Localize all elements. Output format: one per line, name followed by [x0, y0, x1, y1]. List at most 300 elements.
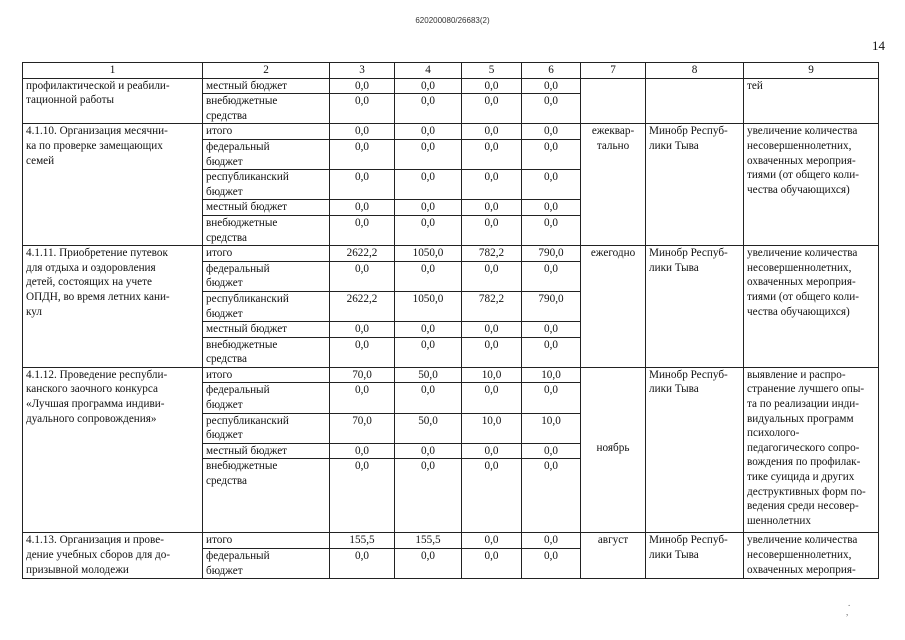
expected-result-line: охваченных мероприя-	[747, 563, 856, 576]
amount-value	[525, 352, 577, 367]
amount-cell	[330, 533, 395, 549]
amount-cell	[462, 124, 522, 140]
amount-value	[333, 564, 391, 579]
amount-value: 2622,2	[346, 292, 378, 305]
deadline-line	[584, 261, 642, 276]
funding-source-line: федеральный	[206, 140, 270, 153]
amount-cell	[330, 215, 395, 245]
activity-name-cell	[23, 533, 203, 579]
amount-value: 0,0	[421, 95, 435, 108]
amount-value: 0,0	[355, 384, 369, 397]
amount-cell	[462, 94, 522, 124]
funding-source-cell	[203, 139, 330, 169]
amount-value	[465, 185, 518, 200]
expected-result-line: деструктивных форм по-	[747, 485, 866, 498]
amount-value: 0,0	[544, 216, 558, 229]
expected-result-cell	[744, 533, 879, 579]
funding-source-line: итого	[206, 368, 233, 381]
amount-cell	[522, 261, 581, 291]
activity-name-line	[26, 227, 199, 242]
funding-source-line: средства	[206, 231, 248, 244]
activity-name-line: 4.1.13. Организация и прове-	[26, 534, 164, 547]
expected-result-line: видуальных программ	[747, 412, 854, 425]
activity-name-line: семей	[26, 154, 55, 167]
deadline-line	[584, 348, 642, 363]
activity-name-line: детей, состоящих на учете	[26, 276, 152, 289]
amount-value	[465, 503, 518, 518]
amount-value	[465, 518, 518, 533]
activity-name-cell	[23, 124, 203, 246]
amount-cell	[462, 443, 522, 459]
funding-source-cell	[203, 94, 330, 124]
amount-cell	[462, 215, 522, 245]
expected-result-cell	[744, 367, 879, 533]
amount-cell	[522, 139, 581, 169]
amount-value: 0,0	[484, 95, 499, 108]
amount-cell	[330, 459, 395, 533]
funding-source-cell	[203, 383, 330, 413]
amount-value: 0,0	[355, 201, 369, 214]
amount-cell	[395, 78, 462, 94]
expected-result-line: тей	[747, 79, 763, 92]
table-row	[23, 124, 879, 140]
amount-cell	[522, 170, 581, 200]
amount-value	[525, 564, 577, 579]
funding-source-line: республиканский	[206, 292, 289, 305]
responsible-line: Минобр Респуб-	[649, 534, 728, 547]
amount-value: 0,0	[544, 338, 558, 351]
expected-result-line: несовершеннолетних,	[747, 549, 852, 561]
activity-name-cell	[23, 78, 203, 124]
deadline-cell	[581, 78, 646, 124]
table-row	[23, 246, 879, 262]
amount-value: 0,0	[421, 140, 435, 153]
deadline-line: ежегодно	[590, 247, 636, 260]
activity-name-line	[26, 108, 199, 123]
funding-source-cell	[203, 459, 330, 533]
amount-cell	[395, 170, 462, 200]
amount-cell	[395, 291, 462, 321]
amount-value: 0,0	[544, 534, 558, 547]
funding-source-line	[206, 503, 326, 518]
amount-value	[465, 474, 518, 489]
responsible-line	[649, 275, 740, 290]
amount-cell	[330, 443, 395, 459]
funding-source-cell	[203, 200, 330, 216]
expected-result-line	[747, 212, 875, 227]
activity-name-line: «Лучшая программа индиви-	[26, 398, 165, 411]
amount-value	[398, 489, 458, 504]
deadline-line	[584, 79, 642, 94]
deadline-line	[584, 334, 642, 349]
funding-source-line: республиканский	[206, 414, 289, 427]
funding-source-cell	[203, 170, 330, 200]
deadline-line	[584, 485, 642, 500]
expected-result-line: увеличение количества	[747, 125, 858, 138]
amount-value: 0,0	[544, 140, 558, 153]
activity-name-line: кул	[26, 305, 42, 318]
funding-source-line: республиканский	[206, 171, 289, 184]
amount-value	[465, 428, 518, 443]
responsible-cell	[646, 124, 744, 246]
amount-value	[465, 352, 518, 367]
deadline-line	[584, 514, 642, 529]
amount-value: 70,0	[352, 368, 372, 381]
deadline-line	[584, 227, 642, 242]
amount-value	[333, 398, 391, 413]
amount-cell	[395, 246, 462, 262]
expected-result-line: тике суицида и других	[747, 471, 855, 484]
funding-source-cell	[203, 337, 330, 367]
amount-value: 0,0	[544, 125, 558, 138]
amount-cell	[395, 124, 462, 140]
funding-source-cell	[203, 413, 330, 443]
responsible-line: лики Тыва	[649, 383, 699, 396]
responsible-line	[649, 334, 740, 349]
amount-cell	[395, 261, 462, 291]
amount-value	[398, 155, 458, 170]
amount-value: 0,0	[484, 216, 499, 229]
activity-name-cell	[23, 246, 203, 368]
amount-value: 0,0	[421, 216, 435, 229]
amount-cell	[522, 413, 581, 443]
amount-value: 10,0	[541, 368, 561, 381]
amount-cell	[395, 443, 462, 459]
amount-value	[398, 231, 458, 246]
responsible-line: лики Тыва	[649, 139, 699, 152]
amount-value: 10,0	[481, 368, 502, 381]
amount-value	[465, 564, 518, 579]
expected-result-line: тиями (от общего коли-	[747, 290, 859, 303]
amount-value: 0,0	[355, 140, 369, 153]
amount-value: 782,2	[478, 292, 505, 305]
amount-cell	[462, 413, 522, 443]
amount-value	[333, 307, 391, 322]
amount-value: 2622,2	[346, 247, 378, 260]
amount-value	[333, 428, 391, 443]
amount-cell	[395, 459, 462, 533]
amount-value: 0,0	[484, 384, 499, 397]
deadline-line	[584, 93, 642, 108]
deadline-cell	[581, 367, 646, 533]
funding-source-line: итого	[206, 534, 233, 547]
responsible-line	[649, 154, 740, 169]
activity-name-line	[26, 499, 199, 514]
funding-source-cell	[203, 549, 330, 579]
amount-value	[398, 307, 458, 322]
funding-source-line: бюджет	[206, 185, 243, 198]
column-header: 6	[522, 63, 581, 79]
expected-result-cell	[744, 124, 879, 246]
amount-value	[465, 489, 518, 504]
amount-cell	[462, 261, 522, 291]
deadline-line	[584, 197, 642, 212]
amount-cell	[522, 291, 581, 321]
activity-name-line	[26, 334, 199, 349]
expected-result-line	[747, 197, 875, 212]
amount-value	[465, 398, 518, 413]
amount-value	[525, 307, 577, 322]
amount-cell	[395, 383, 462, 413]
amount-cell	[330, 78, 395, 94]
program-activities-table	[22, 62, 879, 579]
responsible-cell	[646, 367, 744, 533]
amount-value: 50,0	[418, 368, 438, 381]
amount-cell	[330, 367, 395, 383]
funding-source-line: итого	[206, 125, 233, 138]
responsible-line: Минобр Респуб-	[649, 125, 728, 138]
expected-result-line: чества обучающихся)	[747, 305, 850, 318]
responsible-line	[649, 108, 740, 123]
activity-name-line: 4.1.12. Проведение республи-	[26, 368, 168, 381]
expected-result-line: та по реализации инди-	[747, 398, 860, 411]
amount-value: 0,0	[355, 171, 369, 184]
funding-source-cell	[203, 291, 330, 321]
amount-cell	[330, 94, 395, 124]
amount-cell	[462, 383, 522, 413]
amount-cell	[330, 549, 395, 579]
amount-value: 0,0	[544, 262, 558, 275]
activity-name-line	[26, 514, 199, 529]
responsible-line	[649, 470, 740, 485]
responsible-line	[649, 93, 740, 108]
funding-source-cell	[203, 322, 330, 338]
amount-value: 0,0	[544, 171, 558, 184]
activity-name-line: для отдыха и оздоровления	[26, 261, 156, 274]
activity-name-line	[26, 470, 199, 485]
funding-source-cell	[203, 367, 330, 383]
amount-value	[333, 231, 391, 246]
amount-value: 0,0	[421, 201, 435, 214]
amount-cell	[395, 337, 462, 367]
amount-value: 0,0	[421, 384, 435, 397]
funding-source-line: бюджет	[206, 307, 243, 320]
amount-value	[333, 489, 391, 504]
expected-result-line: выявление и распро-	[747, 368, 846, 381]
responsible-line: лики Тыва	[649, 261, 699, 274]
amount-cell	[522, 124, 581, 140]
funding-source-line: внебюджетные	[206, 95, 278, 108]
responsible-line	[649, 290, 740, 305]
amount-cell	[395, 533, 462, 549]
funding-source-line: внебюджетные	[206, 216, 278, 229]
activity-name-line	[26, 455, 199, 470]
activity-name-line	[26, 168, 199, 183]
amount-value: 0,0	[484, 79, 499, 92]
activity-name-line	[26, 183, 199, 198]
responsible-line	[649, 319, 740, 334]
deadline-line	[584, 382, 642, 397]
amount-cell	[522, 383, 581, 413]
amount-cell	[462, 337, 522, 367]
expected-result-line: странение лучшего опы-	[747, 383, 865, 396]
responsible-line	[649, 441, 740, 456]
amount-cell	[395, 139, 462, 169]
column-header: 5	[462, 63, 522, 79]
responsible-cell	[646, 78, 744, 124]
amount-value	[398, 474, 458, 489]
amount-value: 0,0	[544, 201, 558, 214]
amount-cell	[462, 322, 522, 338]
expected-result-line: ведения среди несовер-	[747, 500, 859, 513]
expected-result-line: несовершеннолетних,	[747, 261, 852, 274]
funding-source-line: местный бюджет	[206, 323, 288, 336]
deadline-line: август	[597, 534, 629, 547]
amount-cell	[522, 337, 581, 367]
amount-value	[525, 155, 577, 170]
amount-cell	[395, 200, 462, 216]
expected-result-line	[747, 108, 875, 123]
deadline-cell	[581, 533, 646, 579]
deadline-line	[584, 499, 642, 514]
amount-value: 0,0	[421, 125, 435, 138]
funding-source-line: местный бюджет	[206, 79, 288, 92]
activity-name-line: профилактической и реабили-	[26, 79, 170, 92]
amount-value	[525, 503, 577, 518]
amount-value	[465, 155, 518, 170]
amount-cell	[462, 139, 522, 169]
amount-value	[525, 489, 577, 504]
amount-value: 0,0	[355, 338, 369, 351]
column-header: 2	[203, 63, 330, 79]
expected-result-line: шеннолетних	[747, 514, 812, 527]
amount-value: 0,0	[355, 550, 369, 562]
amount-value: 0,0	[484, 125, 499, 138]
funding-source-line: бюджет	[206, 399, 243, 412]
amount-value	[525, 474, 577, 489]
amount-value: 0,0	[484, 171, 499, 184]
amount-value	[333, 276, 391, 291]
expected-result-cell	[744, 246, 879, 368]
expected-result-line: охваченных мероприя-	[747, 154, 856, 167]
funding-source-cell	[203, 443, 330, 459]
deadline-line	[584, 319, 642, 334]
amount-cell	[330, 291, 395, 321]
amount-value: 0,0	[484, 460, 499, 473]
amount-value: 10,0	[481, 414, 502, 427]
funding-source-line: средства	[206, 109, 248, 122]
amount-value: 0,0	[484, 201, 499, 214]
funding-source-line: внебюджетные	[206, 338, 278, 351]
expected-result-line: вождения по профилак-	[747, 456, 861, 469]
column-header: 8	[646, 63, 744, 79]
amount-cell	[522, 549, 581, 579]
expected-result-line: несовершеннолетних,	[747, 139, 852, 152]
deadline-line	[584, 412, 642, 427]
scan-mark: .	[848, 598, 851, 608]
responsible-cell	[646, 533, 744, 579]
amount-value	[398, 564, 458, 579]
column-number-row	[23, 63, 879, 79]
amount-value: 0,0	[355, 323, 369, 336]
deadline-line	[584, 368, 642, 383]
amount-cell	[522, 322, 581, 338]
amount-value: 10,0	[541, 414, 561, 427]
amount-value	[398, 109, 458, 124]
amount-value	[333, 155, 391, 170]
amount-value	[333, 352, 391, 367]
expected-result-line	[747, 227, 875, 242]
funding-source-line	[206, 518, 326, 533]
amount-cell	[330, 170, 395, 200]
activity-name-line: канского заочного конкурса	[26, 383, 158, 396]
amount-cell	[462, 170, 522, 200]
expected-result-line: педагогического сопро-	[747, 441, 860, 454]
responsible-line	[649, 212, 740, 227]
amount-value: 1050,0	[412, 247, 444, 260]
amount-value	[398, 276, 458, 291]
amount-cell	[330, 383, 395, 413]
expected-result-line	[747, 348, 875, 363]
amount-cell	[330, 139, 395, 169]
amount-cell	[330, 261, 395, 291]
deadline-line	[584, 154, 642, 169]
scan-mark: ,	[846, 607, 849, 617]
amount-value	[465, 109, 518, 124]
amount-cell	[330, 200, 395, 216]
amount-value: 0,0	[421, 338, 435, 351]
amount-value: 1050,0	[412, 292, 444, 305]
responsible-line	[649, 168, 740, 183]
amount-value	[398, 352, 458, 367]
amount-value: 0,0	[484, 338, 499, 351]
deadline-line	[584, 183, 642, 198]
amount-cell	[395, 413, 462, 443]
column-header: 7	[581, 63, 646, 79]
amount-value: 0,0	[484, 550, 499, 562]
amount-cell	[522, 246, 581, 262]
responsible-line	[649, 455, 740, 470]
amount-cell	[330, 246, 395, 262]
funding-source-cell	[203, 215, 330, 245]
amount-value: 0,0	[355, 79, 369, 92]
activity-name-line: 4.1.10. Организация месячни-	[26, 125, 168, 138]
responsible-line	[649, 183, 740, 198]
expected-result-line: чества обучающихся)	[747, 183, 850, 196]
amount-value: 70,0	[352, 414, 372, 427]
amount-value	[465, 276, 518, 291]
funding-source-line: федеральный	[206, 384, 270, 397]
amount-value	[398, 398, 458, 413]
expected-result-line: психолого-	[747, 427, 800, 440]
responsible-line	[649, 514, 740, 529]
activity-name-line	[26, 426, 199, 441]
amount-cell	[330, 337, 395, 367]
deadline-line	[584, 168, 642, 183]
column-header: 9	[744, 63, 879, 79]
expected-result-cell	[744, 78, 879, 124]
activity-name-line: призывной молодежи	[26, 563, 129, 576]
activity-name-line	[26, 212, 199, 227]
deadline-line	[584, 563, 642, 578]
amount-cell	[462, 533, 522, 549]
funding-source-cell	[203, 246, 330, 262]
activity-name-line: ка по проверке замещающих	[26, 139, 163, 152]
amount-cell	[330, 322, 395, 338]
responsible-line	[649, 197, 740, 212]
column-header: 1	[23, 63, 203, 79]
funding-source-line: местный бюджет	[206, 201, 288, 214]
funding-source-cell	[203, 261, 330, 291]
expected-result-line	[747, 319, 875, 334]
expected-result-line: охваченных мероприя-	[747, 276, 856, 289]
activity-name-line: ОПДН, во время летних кани-	[26, 290, 170, 303]
page-number: 14	[872, 38, 885, 53]
amount-value: 782,2	[478, 247, 505, 260]
amount-value: 0,0	[355, 460, 369, 473]
funding-source-cell	[203, 78, 330, 94]
amount-value: 0,0	[544, 460, 558, 473]
